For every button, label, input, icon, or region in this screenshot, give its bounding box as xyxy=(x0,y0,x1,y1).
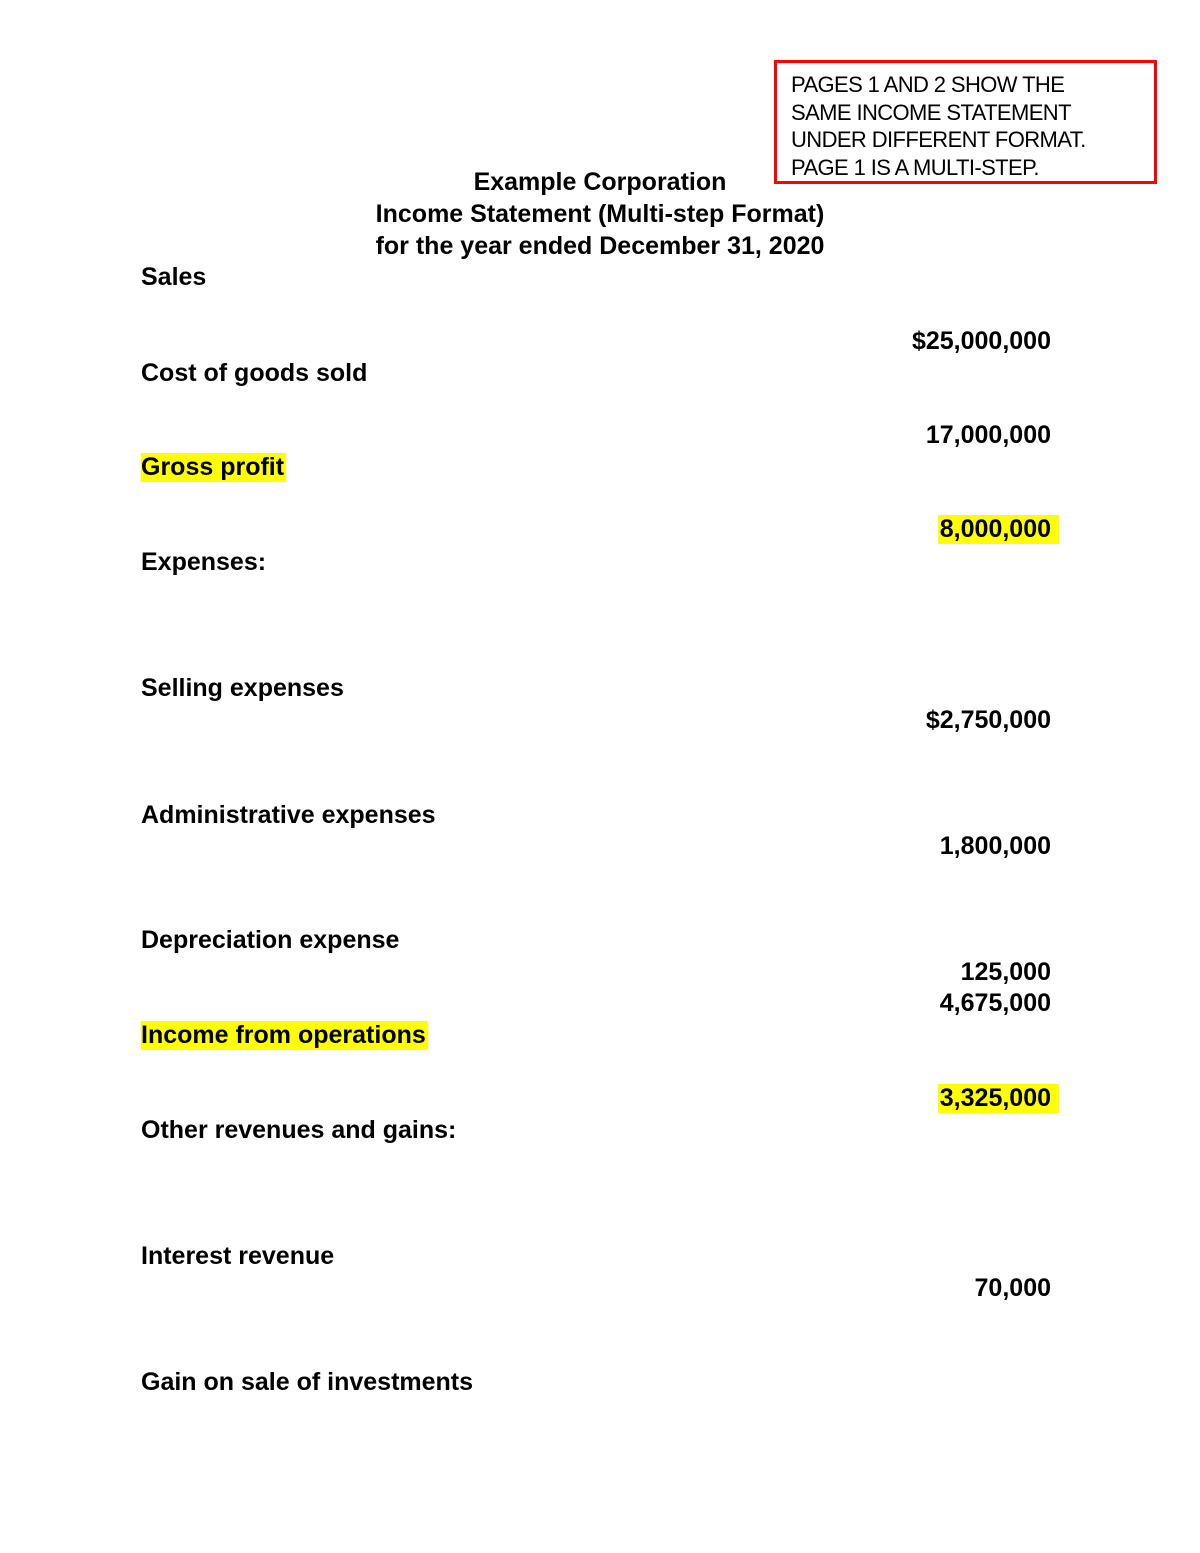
gross-profit-amount: 8,000,000 xyxy=(938,515,1059,544)
note-line: PAGE 1 IS A MULTI-STEP. xyxy=(791,154,1039,180)
selling-expenses-label: Selling expenses xyxy=(141,674,344,702)
note-line: UNDER DIFFERENT FORMAT. xyxy=(791,127,1086,152)
statement-title: Income Statement (Multi-step Format) xyxy=(375,200,825,228)
total-expenses-amount: 4,675,000 xyxy=(939,989,1051,1017)
note-line: PAGES 1 AND 2 SHOW THE xyxy=(791,72,1065,97)
income-from-operations-label: Income from operations xyxy=(141,1021,426,1049)
income-from-operations-amount: 3,325,000 xyxy=(938,1084,1059,1113)
sales-label: Sales xyxy=(141,263,207,291)
interest-revenue-label: Interest revenue xyxy=(141,1242,335,1270)
depreciation-expense-label: Depreciation expense xyxy=(141,926,400,954)
note-line: SAME INCOME STATEMENT xyxy=(791,99,1071,125)
administrative-expenses-amount: 1,800,000 xyxy=(939,832,1051,860)
cogs-amount: 17,000,000 xyxy=(925,421,1051,449)
gain-on-investments-label: Gain on sale of investments xyxy=(141,1368,474,1396)
statement-period: for the year ended December 31, 2020 xyxy=(375,232,825,260)
annotation-note-box xyxy=(774,60,1157,184)
sales-amount: $25,000,000 xyxy=(911,327,1051,355)
interest-revenue-amount: 70,000 xyxy=(974,1274,1051,1302)
gross-profit-label: Gross profit xyxy=(141,453,285,481)
other-revenues-heading: Other revenues and gains: xyxy=(141,1116,457,1144)
company-name: Example Corporation xyxy=(473,168,727,196)
expenses-heading: Expenses: xyxy=(141,548,267,576)
administrative-expenses-label: Administrative expenses xyxy=(141,801,436,829)
selling-expenses-amount: $2,750,000 xyxy=(925,706,1051,734)
depreciation-expense-amount: 125,000 xyxy=(960,958,1051,986)
cogs-label: Cost of goods sold xyxy=(141,359,368,387)
